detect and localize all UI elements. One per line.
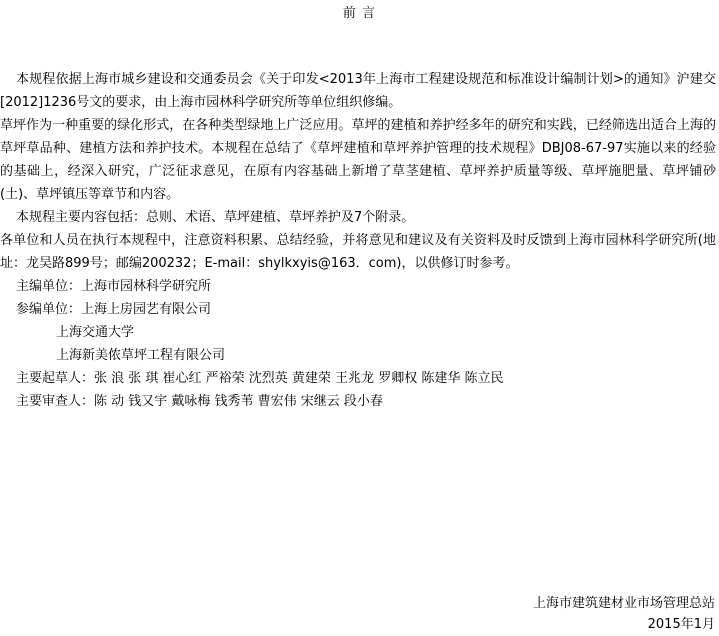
paragraph-feedback: 各单位和人员在执行本规程中，注意资料积累、总结经验，并将意见和建议及有关资料及时反馈到上海市园林科学研究所(地址：龙吴路899号；邮编200232；E-mail：shylkxyis@163．com)，以供修订时参考。 — [0, 233, 716, 271]
chief-editor-unit: 主编单位：上海市园林科学研究所 — [16, 279, 212, 294]
signature-organization: 上海市建筑建材业市场管理总站 — [532, 596, 715, 611]
paragraph-contents: 本规程主要内容包括：总则、术语、草坪建植、草坪养护及7个附录。 — [16, 210, 415, 225]
participating-unit-3: 上海新美侬草坪工程有限公司 — [56, 348, 226, 363]
participating-unit-2: 上海交通大学 — [56, 325, 135, 340]
paragraph-basis: 本规程依据上海市城乡建设和交通委员会《关于印发<2013年上海市工程建设规范和标准设计编制计划>的通知》沪建交[2012]1236号文的要求，由上海市园林科学研究所等单位组织修编。 — [0, 72, 716, 110]
main-reviewers: 主要审查人：陈 动 钱又宇 戴咏梅 钱秀苇 曹宏伟 宋继云 段小春 — [16, 394, 383, 409]
main-drafters: 主要起草人：张 浪 张 琪 崔心红 严裕荣 沈烈英 黄建荣 王兆龙 罗卿权 陈建华 陈立民 — [16, 371, 504, 386]
preface-body — [0, 68, 716, 413]
participating-unit: 参编单位：上海上房园艺有限公司 — [16, 302, 212, 317]
signature-date: 2015年1月 — [647, 617, 715, 632]
paragraph-background: 草坪作为一种重要的绿化形式，在各种类型绿地上广泛应用。草坪的建植和养护经多年的研究和实践，已经筛选出适合上海的草坪草品种、建植方法和养护技术。本规程在总结了《草坪建植和草坪养护管理的技术规程》DBJ08-67-97实施以来的经验的基础上，经深入研究，广泛征求意见，在原有内容基础上新增了草茎建植、草坪养护质量等级、草坪施肥量、草坪铺砂(土)、草坪镇压等章节和内容。 — [0, 118, 716, 202]
page-title: 前 言 — [342, 6, 377, 21]
